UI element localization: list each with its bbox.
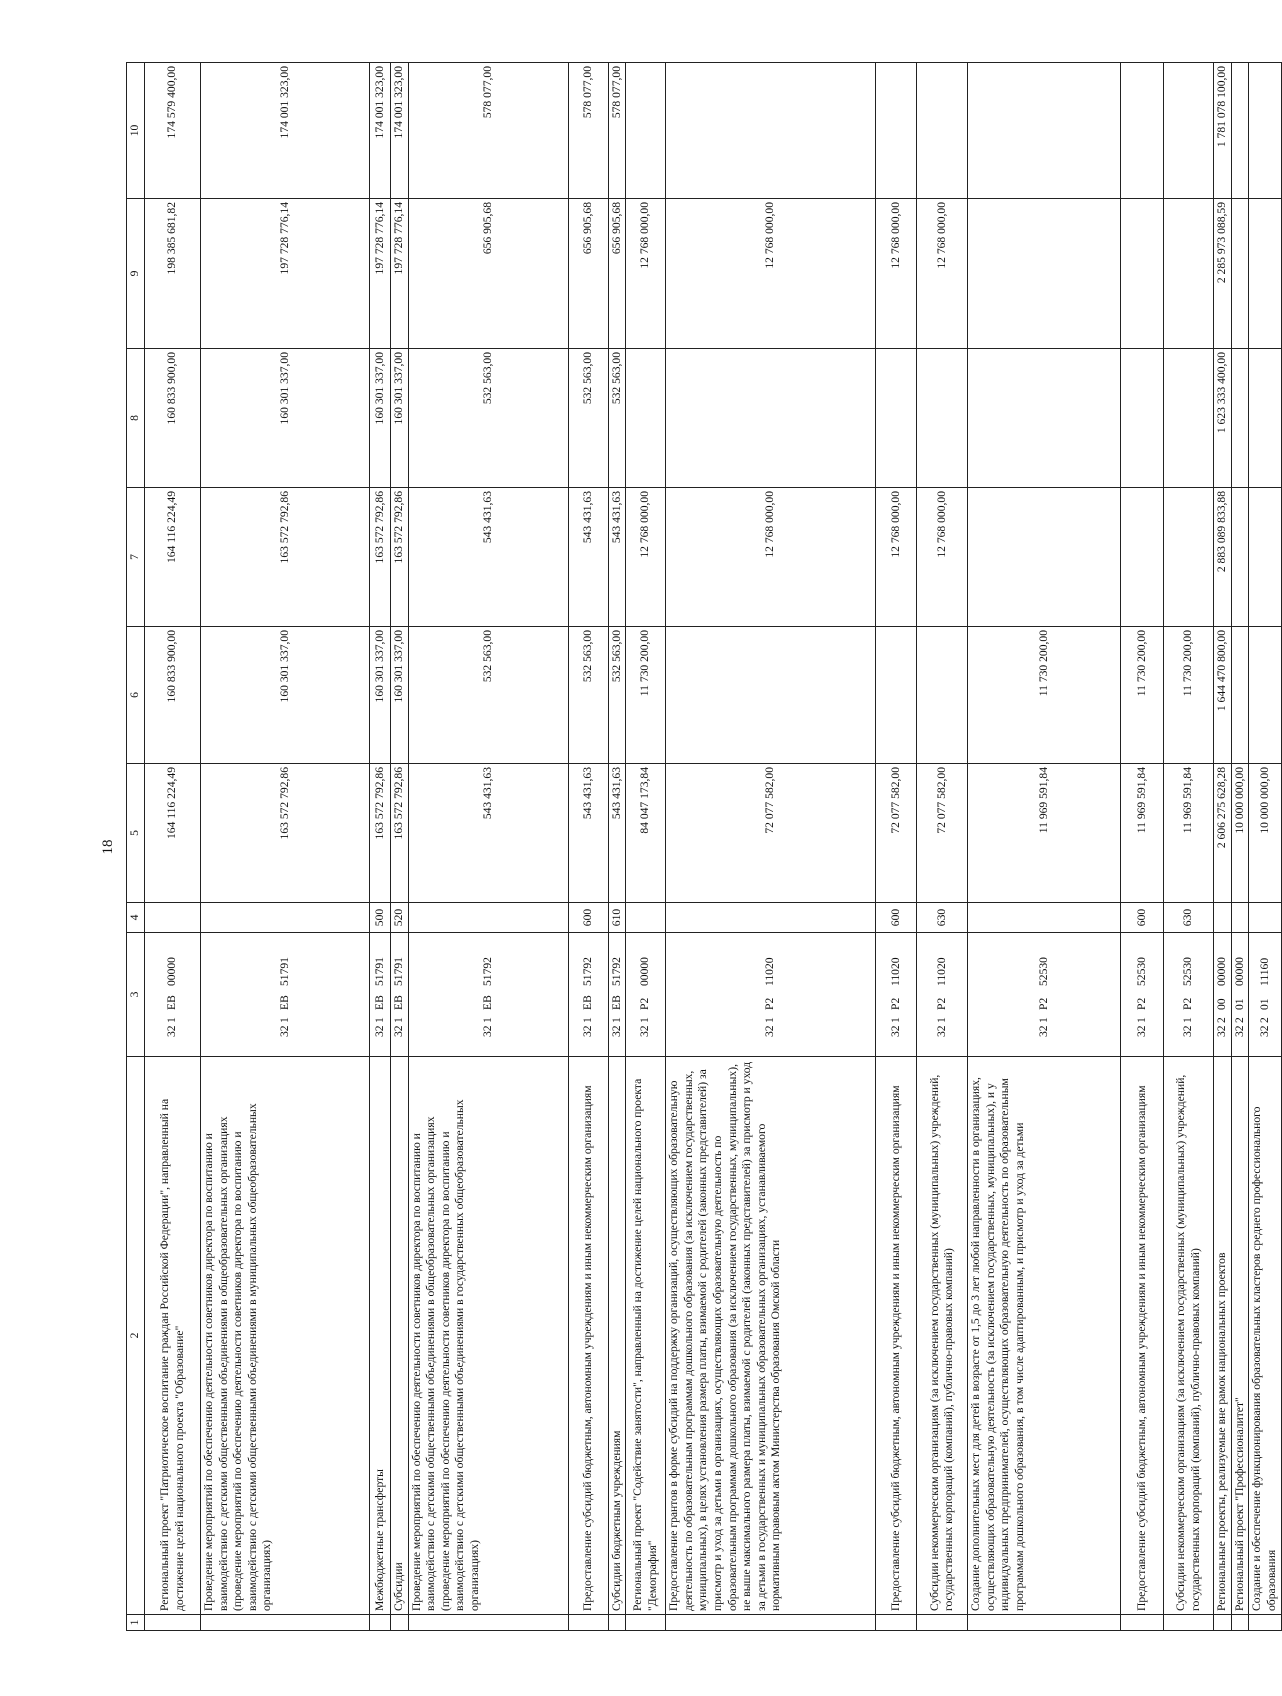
code-part: ЕВ	[609, 995, 623, 1010]
amount-v7	[1249, 488, 1281, 627]
row-col1	[201, 1615, 370, 1631]
table-row	[666, 63, 876, 1631]
table-row	[1121, 63, 1164, 1631]
row-code	[370, 933, 391, 1057]
row-description: Предоставление субсидий бюджетным, автономным учреждениям и иным некоммерческим организациям	[568, 1057, 608, 1615]
code-part: 32	[1036, 1025, 1050, 1037]
row-description: Региональный проект "Профессионалитет"	[1231, 1057, 1249, 1615]
row-code	[1214, 933, 1232, 1057]
code-part: 32	[277, 1025, 291, 1037]
amount-v7: 163 572 792,86	[391, 488, 409, 627]
code-part: 32	[888, 1025, 902, 1037]
code-part: 11020	[763, 957, 777, 986]
table-row	[1249, 63, 1281, 1631]
row-col1	[917, 1615, 968, 1631]
code-part: 1	[888, 1017, 902, 1023]
amount-v7: 543 431,63	[608, 488, 626, 627]
amount-v8	[1231, 349, 1249, 488]
amount-v10: 578 077,00	[568, 63, 608, 199]
amount-v5: 84 047 173,84	[626, 764, 666, 903]
code-part: 00000	[165, 957, 179, 986]
row-col1	[1164, 1615, 1214, 1631]
row-col1	[370, 1615, 391, 1631]
column-number: 8	[127, 349, 145, 488]
amount-v6: 11 730 200,00	[968, 627, 1121, 764]
amount-v7: 543 431,63	[408, 488, 568, 627]
code-part: 11160	[1257, 957, 1271, 986]
code-part: ЕВ	[392, 995, 405, 1010]
code-part: 11020	[934, 957, 948, 986]
amount-v9	[968, 199, 1121, 349]
code-part: 1	[638, 1017, 652, 1023]
table-row	[1231, 63, 1249, 1631]
table-row	[608, 63, 626, 1631]
row-code	[1121, 933, 1164, 1057]
page-number: 18	[100, 839, 116, 855]
column-number: 10	[127, 63, 145, 199]
code-part: 11020	[888, 957, 902, 986]
amount-v9: 197 728 776,14	[391, 199, 409, 349]
code-part: 1	[480, 1017, 494, 1023]
code-part: 01	[1257, 998, 1271, 1010]
code-part: 51792	[609, 957, 623, 986]
amount-v5: 10 000 000,00	[1231, 764, 1249, 903]
row-expense-type: 500	[370, 903, 391, 933]
column-number: 7	[127, 488, 145, 627]
amount-v10	[626, 63, 666, 199]
amount-v7	[968, 488, 1121, 627]
amount-v7: 12 768 000,00	[626, 488, 666, 627]
row-description: Региональный проект "Патриотическое воспитание граждан Российской Федерации", направленный на достижение целей национального проекта "Образование"	[145, 1057, 201, 1615]
column-number: 9	[127, 199, 145, 349]
amount-v7: 163 572 792,86	[201, 488, 370, 627]
amount-v10	[968, 63, 1121, 199]
amount-v7: 164 116 224,49	[145, 488, 201, 627]
column-number: 4	[127, 903, 145, 933]
code-part: 32	[392, 1025, 405, 1037]
amount-v6: 11 730 200,00	[1121, 627, 1164, 764]
amount-v9: 12 768 000,00	[876, 199, 917, 349]
row-expense-type	[145, 903, 201, 933]
code-part: Р2	[1036, 997, 1050, 1010]
budget-table	[126, 62, 1282, 1631]
code-part: 51791	[372, 957, 386, 986]
row-expense-type	[201, 903, 370, 933]
code-part: 32	[1181, 1025, 1195, 1037]
code-part: 00000	[1215, 957, 1229, 986]
column-number: 2	[127, 1057, 145, 1615]
row-expense-type: 520	[391, 903, 409, 933]
row-code	[408, 933, 568, 1057]
amount-v9	[1164, 199, 1214, 349]
code-part: 32	[638, 1025, 652, 1037]
row-description: Региональный проект "Содействие занятости", направленный на достижение целей национального проекта "Демография"	[626, 1057, 666, 1615]
amount-v8	[876, 349, 917, 488]
code-part: Р2	[638, 997, 652, 1010]
code-part: 1	[277, 1017, 291, 1023]
code-part: Р2	[1181, 997, 1195, 1010]
row-description: Межбюджетные трансферты	[370, 1057, 391, 1615]
code-part: 2	[1215, 1017, 1229, 1023]
amount-v9	[1249, 199, 1281, 349]
row-code	[1164, 933, 1214, 1057]
amount-v7: 12 768 000,00	[917, 488, 968, 627]
amount-v7: 12 768 000,00	[666, 488, 876, 627]
column-number: 6	[127, 627, 145, 764]
table-row	[1164, 63, 1214, 1631]
row-col1	[608, 1615, 626, 1631]
code-part: ЕВ	[372, 995, 386, 1010]
code-part: 1	[165, 1017, 179, 1023]
row-description: Предоставление субсидий бюджетным, автономным учреждениям и иным некоммерческим организациям	[1121, 1057, 1164, 1615]
code-part: 1	[1134, 1017, 1148, 1023]
amount-v6	[876, 627, 917, 764]
amount-v9: 656 905,68	[408, 199, 568, 349]
row-col1	[666, 1615, 876, 1631]
amount-v10: 578 077,00	[408, 63, 568, 199]
row-col1	[391, 1615, 409, 1631]
amount-v8: 160 833 900,00	[145, 349, 201, 488]
amount-v7: 543 431,63	[568, 488, 608, 627]
row-col1	[968, 1615, 1121, 1631]
row-col1	[568, 1615, 608, 1631]
row-expense-type: 610	[608, 903, 626, 933]
amount-v8: 532 563,00	[568, 349, 608, 488]
amount-v8	[917, 349, 968, 488]
amount-v6	[666, 627, 876, 764]
header-row	[127, 63, 145, 1631]
row-code	[608, 933, 626, 1057]
code-part: 51791	[392, 957, 405, 986]
amount-v6: 160 833 900,00	[145, 627, 201, 764]
row-description: Субсидии	[391, 1057, 409, 1615]
amount-v8: 160 301 337,00	[201, 349, 370, 488]
row-description: Субсидии некоммерческим организациям (за исключением государственных (муниципальных) учреждений, государственных корпораций (компаний), публично-правовых компаний)	[917, 1057, 968, 1615]
row-code	[391, 933, 409, 1057]
amount-v6: 160 301 337,00	[370, 627, 391, 764]
amount-v6: 532 563,00	[608, 627, 626, 764]
amount-v6	[1249, 627, 1281, 764]
code-part: Р2	[1134, 997, 1148, 1010]
amount-v8	[666, 349, 876, 488]
code-part: 32	[580, 1025, 594, 1037]
amount-v5: 163 572 792,86	[370, 764, 391, 903]
amount-v10	[1249, 63, 1281, 199]
row-expense-type	[1231, 903, 1249, 933]
code-part: 00	[1215, 998, 1229, 1010]
amount-v10: 1 781 078 100,00	[1214, 63, 1232, 199]
table-row	[201, 63, 370, 1631]
amount-v10: 174 001 323,00	[391, 63, 409, 199]
amount-v9: 12 768 000,00	[917, 199, 968, 349]
row-description: Субсидии бюджетным учреждениям	[608, 1057, 626, 1615]
row-code	[201, 933, 370, 1057]
row-col1	[876, 1615, 917, 1631]
amount-v8: 160 301 337,00	[370, 349, 391, 488]
row-description: Субсидии некоммерческим организациям (за исключением государственных (муниципальных) учреждений, государственных корпораций (компаний), публично-правовых компаний)	[1164, 1057, 1214, 1615]
amount-v5: 11 969 591,84	[968, 764, 1121, 903]
column-number: 5	[127, 764, 145, 903]
amount-v6: 11 730 200,00	[1164, 627, 1214, 764]
amount-v5: 11 969 591,84	[1164, 764, 1214, 903]
amount-v6: 160 301 337,00	[201, 627, 370, 764]
code-part: 2	[1232, 1017, 1246, 1023]
amount-v8: 532 563,00	[408, 349, 568, 488]
amount-v8: 1 623 333 400,00	[1214, 349, 1232, 488]
code-part: 32	[763, 1025, 777, 1037]
table-row	[968, 63, 1121, 1631]
table-row	[626, 63, 666, 1631]
amount-v10	[876, 63, 917, 199]
amount-v6: 1 644 470 800,00	[1214, 627, 1232, 764]
row-code	[666, 933, 876, 1057]
amount-v10	[666, 63, 876, 199]
code-part: 1	[934, 1017, 948, 1023]
code-part: 32	[1257, 1025, 1271, 1037]
row-expense-type: 630	[1164, 903, 1214, 933]
row-expense-type: 600	[876, 903, 917, 933]
table-row	[917, 63, 968, 1631]
amount-v8	[968, 349, 1121, 488]
code-part: 32	[609, 1025, 623, 1037]
amount-v10: 174 579 400,00	[145, 63, 201, 199]
amount-v10: 578 077,00	[608, 63, 626, 199]
row-code	[876, 933, 917, 1057]
code-part: 52530	[1181, 957, 1195, 986]
row-code	[1249, 933, 1281, 1057]
code-part: 00000	[638, 957, 652, 986]
row-col1	[1214, 1615, 1232, 1631]
amount-v6: 532 563,00	[568, 627, 608, 764]
amount-v10: 174 001 323,00	[370, 63, 391, 199]
amount-v10	[917, 63, 968, 199]
amount-v10: 174 001 323,00	[201, 63, 370, 199]
row-expense-type	[968, 903, 1121, 933]
amount-v7	[1231, 488, 1249, 627]
amount-v5: 10 000 000,00	[1249, 764, 1281, 903]
row-expense-type	[666, 903, 876, 933]
table-row	[145, 63, 201, 1631]
row-description: Проведение мероприятий по обеспечению деятельности советников директора по воспитанию и взаимодействию с детскими общественными объединениями в общеобразовательных организациях (проведение мероприятий по обеспечению деятельности советников директора по воспитанию и взаимодействию с детскими общественными объединениями в государственных общеобразовательных организациях)	[408, 1057, 568, 1615]
code-part: 1	[372, 1017, 386, 1023]
amount-v9: 197 728 776,14	[201, 199, 370, 349]
amount-v5: 2 606 275 628,28	[1214, 764, 1232, 903]
row-expense-type	[1249, 903, 1281, 933]
amount-v9: 2 285 973 088,59	[1214, 199, 1232, 349]
amount-v7	[1164, 488, 1214, 627]
code-part: 52530	[1134, 957, 1148, 986]
code-part: Р2	[888, 997, 902, 1010]
row-description: Проведение мероприятий по обеспечению деятельности советников директора по воспитанию и взаимодействию с детскими общественными объединениями в общеобразовательных организациях (проведение мероприятий по обеспечению деятельности советников директора по воспитанию и взаимодействию с детскими общественными объединениями в муниципальных общеобразовательных организациях)	[201, 1057, 370, 1615]
code-part: Р2	[934, 997, 948, 1010]
code-part: 1	[609, 1017, 623, 1023]
amount-v9	[1121, 199, 1164, 349]
amount-v8	[1249, 349, 1281, 488]
amount-v7: 2 883 089 833,88	[1214, 488, 1232, 627]
amount-v9: 12 768 000,00	[666, 199, 876, 349]
code-part: 01	[1232, 998, 1246, 1010]
table-row	[408, 63, 568, 1631]
code-part: 1	[392, 1017, 405, 1023]
code-part: 51791	[277, 957, 291, 986]
row-col1	[1121, 1615, 1164, 1631]
code-part: 32	[1232, 1025, 1246, 1037]
row-description: Создание дополнительных мест для детей в возрасте от 1,5 до 3 лет любой направленности в организациях, осуществляющих образовательную деятельность (за исключением государственных, муниципальных), и у индивидуальных предпринимателей, осуществляющих образовательную деятельность по образовательным программам дошкольного образования, в том числе адаптированным, и присмотр и уход за детьми	[968, 1057, 1121, 1615]
code-part: 32	[165, 1025, 179, 1037]
table-row	[391, 63, 409, 1631]
code-part: 1	[580, 1017, 594, 1023]
amount-v6: 160 301 337,00	[391, 627, 409, 764]
row-code	[968, 933, 1121, 1057]
amount-v5: 543 431,63	[408, 764, 568, 903]
code-part: Р2	[763, 997, 777, 1010]
amount-v9: 656 905,68	[568, 199, 608, 349]
table-row	[1214, 63, 1232, 1631]
code-part: 32	[934, 1025, 948, 1037]
amount-v5: 164 116 224,49	[145, 764, 201, 903]
amount-v7	[1121, 488, 1164, 627]
amount-v5: 72 077 582,00	[876, 764, 917, 903]
amount-v9	[1231, 199, 1249, 349]
code-part: 32	[480, 1025, 494, 1037]
amount-v7: 163 572 792,86	[370, 488, 391, 627]
code-part: 32	[1215, 1025, 1229, 1037]
row-col1	[626, 1615, 666, 1631]
code-part: 32	[372, 1025, 386, 1037]
code-part: ЕВ	[480, 995, 494, 1010]
code-part: ЕВ	[580, 995, 594, 1010]
amount-v5: 72 077 582,00	[666, 764, 876, 903]
code-part: 00000	[1232, 957, 1246, 986]
amount-v5: 11 969 591,84	[1121, 764, 1164, 903]
table-row	[876, 63, 917, 1631]
row-description: Предоставление грантов в форме субсидий на поддержку организаций, осуществляющих образовательную деятельность по образовательным программам дошкольного образования (за исключением государственных, муниципальных), в целях установления размера платы, взимаемой с родителей (законных представителей) за присмотр и уход за детьми в организациях, осуществляющих образовательную деятельность по образовательным программам дошкольного образования (за исключением государственных, муниципальных), не выше максимального размера платы, взимаемой с родителей (законных представителей) за присмотр и уход за детьми в государственных и муниципальных образовательных организациях, устанавливаемого нормативным правовым актом Министерства образования Омской области	[666, 1057, 876, 1615]
row-col1	[145, 1615, 201, 1631]
amount-v10	[1121, 63, 1164, 199]
amount-v10	[1231, 63, 1249, 199]
code-part: ЕВ	[277, 995, 291, 1010]
row-code	[568, 933, 608, 1057]
row-description: Создание и обеспечение функционирования образовательных кластеров среднего профессионального образования	[1249, 1057, 1281, 1615]
amount-v9: 198 385 681,82	[145, 199, 201, 349]
code-part: 51792	[580, 957, 594, 986]
amount-v5: 163 572 792,86	[391, 764, 409, 903]
row-expense-type: 600	[1121, 903, 1164, 933]
row-description: Региональные проекты, реализуемые вне рамок национальных проектов	[1214, 1057, 1232, 1615]
amount-v6: 11 730 200,00	[626, 627, 666, 764]
amount-v8: 532 563,00	[608, 349, 626, 488]
amount-v8	[1121, 349, 1164, 488]
code-part: 1	[1036, 1017, 1050, 1023]
table-row	[370, 63, 391, 1631]
row-description: Предоставление субсидий бюджетным, автономным учреждениям и иным некоммерческим организациям	[876, 1057, 917, 1615]
amount-v5: 543 431,63	[568, 764, 608, 903]
code-part: 1	[1181, 1017, 1195, 1023]
amount-v8: 160 301 337,00	[391, 349, 409, 488]
amount-v10	[1164, 63, 1214, 199]
row-code	[1231, 933, 1249, 1057]
amount-v6	[917, 627, 968, 764]
row-expense-type	[1214, 903, 1232, 933]
code-part: 2	[1257, 1017, 1271, 1023]
table-row	[568, 63, 608, 1631]
row-expense-type: 630	[917, 903, 968, 933]
code-part: 32	[1134, 1025, 1148, 1037]
amount-v9: 656 905,68	[608, 199, 626, 349]
row-code	[917, 933, 968, 1057]
row-col1	[1231, 1615, 1249, 1631]
row-expense-type	[626, 903, 666, 933]
code-part: ЕВ	[165, 995, 179, 1010]
column-number: 1	[127, 1615, 145, 1631]
amount-v8	[626, 349, 666, 488]
amount-v7: 12 768 000,00	[876, 488, 917, 627]
amount-v8	[1164, 349, 1214, 488]
row-expense-type	[408, 903, 568, 933]
amount-v6: 532 563,00	[408, 627, 568, 764]
amount-v5: 543 431,63	[608, 764, 626, 903]
amount-v6	[1231, 627, 1249, 764]
code-part: 52530	[1036, 957, 1050, 986]
amount-v5: 163 572 792,86	[201, 764, 370, 903]
code-part: 51792	[480, 957, 494, 986]
row-col1	[408, 1615, 568, 1631]
row-code	[626, 933, 666, 1057]
row-expense-type: 600	[568, 903, 608, 933]
code-part: 1	[763, 1017, 777, 1023]
row-col1	[1249, 1615, 1281, 1631]
column-number: 3	[127, 933, 145, 1057]
amount-v9: 12 768 000,00	[626, 199, 666, 349]
rotated-page	[92, 63, 1278, 1631]
row-code	[145, 933, 201, 1057]
amount-v5: 72 077 582,00	[917, 764, 968, 903]
amount-v9: 197 728 776,14	[370, 199, 391, 349]
